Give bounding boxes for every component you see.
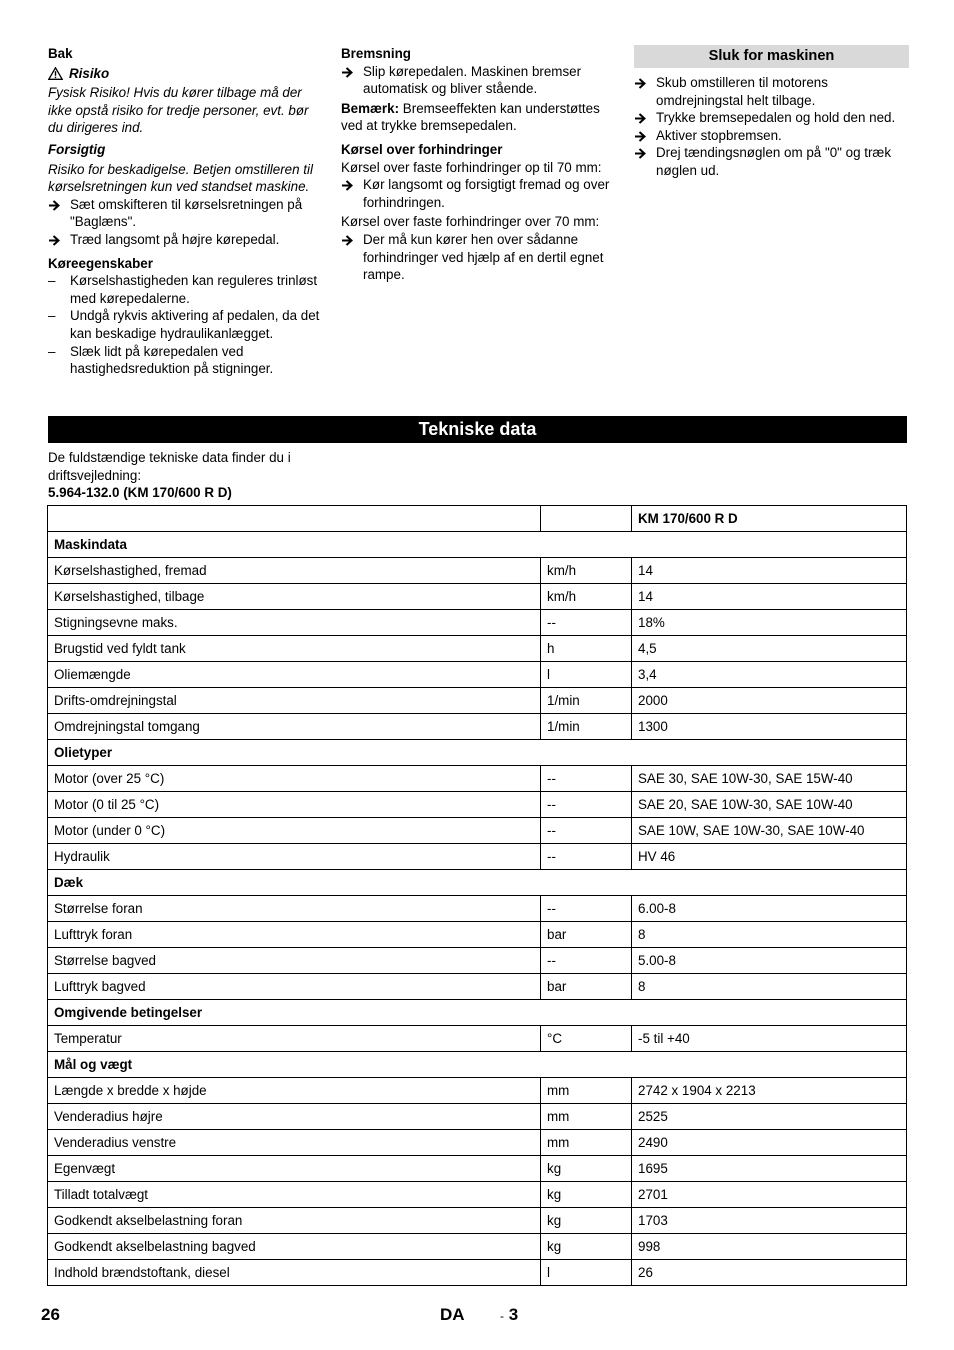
value-cell: 2525 bbox=[632, 1104, 907, 1130]
value-cell: 2000 bbox=[632, 688, 907, 714]
unit-cell: l bbox=[541, 662, 632, 688]
row-label-cell: Indhold brændstoftank, diesel bbox=[48, 1260, 541, 1286]
row-label-cell: Størrelse bagved bbox=[48, 948, 541, 974]
row-label-cell: Motor (under 0 °C) bbox=[48, 818, 541, 844]
unit-cell: mm bbox=[541, 1104, 632, 1130]
heading-sluk: Sluk for maskinen bbox=[634, 45, 909, 68]
value-cell: 2742 x 1904 x 2213 bbox=[632, 1078, 907, 1104]
value-cell: 14 bbox=[632, 558, 907, 584]
column-right bbox=[634, 45, 909, 180]
obstacles-steps-1 bbox=[341, 176, 616, 211]
step-item bbox=[341, 63, 616, 98]
value-cell: SAE 30, SAE 10W-30, SAE 15W-40 bbox=[632, 766, 907, 792]
unit-cell: -- bbox=[541, 792, 632, 818]
table-section-row bbox=[48, 870, 907, 896]
table-row bbox=[48, 714, 907, 740]
unit-cell: km/h bbox=[541, 584, 632, 610]
table-row bbox=[48, 1156, 907, 1182]
unit-cell: km/h bbox=[541, 558, 632, 584]
value-cell: SAE 20, SAE 10W-30, SAE 10W-40 bbox=[632, 792, 907, 818]
table-header-row bbox=[48, 506, 907, 532]
list-item-text: Sæt omskifteren til kørselsretningen på "Baglæns". bbox=[70, 196, 303, 230]
table-row bbox=[48, 610, 907, 636]
model-code: 5.964-132.0 (KM 170/600 R D) bbox=[48, 485, 232, 501]
value-cell: 5.00-8 bbox=[632, 948, 907, 974]
value-cell: 8 bbox=[632, 922, 907, 948]
column-left bbox=[48, 45, 320, 378]
bullet-item bbox=[48, 272, 320, 307]
note-text: Bremseeffekten kan understøttes ved at trykke bremsepedalen. bbox=[341, 100, 600, 134]
table-section-row bbox=[48, 740, 907, 766]
sub-page bbox=[500, 1306, 518, 1326]
technical-data-table bbox=[47, 505, 907, 1286]
header-cell: KM 170/600 R D bbox=[632, 506, 907, 532]
list-item-text: Drej tændingsnøglen om på "0" og træk nøglen ud. bbox=[656, 145, 892, 178]
table-row bbox=[48, 1182, 907, 1208]
arrow-right-icon bbox=[634, 130, 647, 143]
section-cell: Dæk bbox=[48, 870, 907, 896]
list-item-text: Skub omstilleren til motorens omdrejningstal helt tilbage. bbox=[656, 75, 828, 108]
value-cell: 8 bbox=[632, 974, 907, 1000]
table-row bbox=[48, 1104, 907, 1130]
unit-cell: °C bbox=[541, 1026, 632, 1052]
row-label-cell: Temperatur bbox=[48, 1026, 541, 1052]
value-cell: 998 bbox=[632, 1234, 907, 1260]
list-item-text: Træd langsomt på højre kørepedal. bbox=[70, 231, 280, 247]
bullet-item bbox=[48, 343, 320, 378]
header-cell bbox=[541, 506, 632, 532]
value-cell: -5 til +40 bbox=[632, 1026, 907, 1052]
step-item bbox=[634, 109, 909, 127]
step-item bbox=[48, 231, 320, 249]
obstacles-text-1: Kørsel over faste forhindringer op til 70 mm: bbox=[341, 159, 602, 175]
warning-text: Fysisk Risiko! Hvis du kører tilbage må der ikke opstå risiko for tredje personer, evt. bør du dirigeres ind. bbox=[48, 85, 309, 136]
unit-cell: -- bbox=[541, 766, 632, 792]
arrow-right-icon bbox=[634, 112, 647, 125]
value-cell: SAE 10W, SAE 10W-30, SAE 10W-40 bbox=[632, 818, 907, 844]
row-label-cell: Stigningsevne maks. bbox=[48, 610, 541, 636]
page-number: 26 bbox=[41, 1305, 60, 1324]
value-cell: 3,4 bbox=[632, 662, 907, 688]
warning-triangle-icon bbox=[48, 67, 63, 80]
row-label-cell: Lufttryk foran bbox=[48, 922, 541, 948]
section-cell: Mål og vægt bbox=[48, 1052, 907, 1078]
language-code: DA bbox=[440, 1305, 465, 1324]
bullet-item bbox=[48, 307, 320, 342]
unit-cell: h bbox=[541, 636, 632, 662]
table-row bbox=[48, 662, 907, 688]
caution-label: Forsigtig bbox=[48, 141, 106, 157]
table-row bbox=[48, 974, 907, 1000]
table-row bbox=[48, 896, 907, 922]
section-cell: Olietyper bbox=[48, 740, 907, 766]
table-row bbox=[48, 792, 907, 818]
warning-label: Risiko bbox=[69, 65, 110, 81]
unit-cell: -- bbox=[541, 948, 632, 974]
row-label-cell: Oliemængde bbox=[48, 662, 541, 688]
header-cell bbox=[48, 506, 541, 532]
arrow-right-icon bbox=[341, 66, 354, 79]
heading-bremsning: Bremsning bbox=[341, 46, 411, 61]
step-item bbox=[341, 231, 616, 284]
obstacles-steps-2 bbox=[341, 231, 616, 284]
row-label-cell: Længde x bredde x højde bbox=[48, 1078, 541, 1104]
table-row bbox=[48, 1026, 907, 1052]
unit-cell: kg bbox=[541, 1234, 632, 1260]
step-item bbox=[48, 196, 320, 231]
row-label-cell: Drifts-omdrejningstal bbox=[48, 688, 541, 714]
intro-block bbox=[48, 449, 328, 502]
table-row bbox=[48, 558, 907, 584]
value-cell: 2490 bbox=[632, 1130, 907, 1156]
value-cell: 14 bbox=[632, 584, 907, 610]
heading-bak: Bak bbox=[48, 46, 73, 61]
table-row bbox=[48, 584, 907, 610]
obstacles-text-2: Kørsel over faste forhindringer over 70 mm: bbox=[341, 214, 600, 230]
warning-block bbox=[48, 65, 320, 83]
arrow-right-icon bbox=[341, 234, 354, 247]
row-label-cell: Kørselshastighed, tilbage bbox=[48, 584, 541, 610]
section-banner: Tekniske data bbox=[48, 416, 907, 443]
row-label-cell: Godkendt akselbelastning foran bbox=[48, 1208, 541, 1234]
arrow-right-icon bbox=[48, 199, 61, 212]
table-row bbox=[48, 1130, 907, 1156]
unit-cell: -- bbox=[541, 896, 632, 922]
unit-cell: kg bbox=[541, 1182, 632, 1208]
value-cell: 26 bbox=[632, 1260, 907, 1286]
table-section-row bbox=[48, 532, 907, 558]
table-section-row bbox=[48, 1052, 907, 1078]
value-cell: 1703 bbox=[632, 1208, 907, 1234]
arrow-right-icon bbox=[341, 179, 354, 192]
value-cell: 6.00-8 bbox=[632, 896, 907, 922]
unit-cell: -- bbox=[541, 610, 632, 636]
unit-cell: mm bbox=[541, 1078, 632, 1104]
dash-marker: – bbox=[48, 343, 56, 359]
row-label-cell: Motor (0 til 25 °C) bbox=[48, 792, 541, 818]
unit-cell: 1/min bbox=[541, 714, 632, 740]
table-row bbox=[48, 766, 907, 792]
row-label-cell: Egenvægt bbox=[48, 1156, 541, 1182]
list-item-text: Der må kun kører hen over sådanne forhindringer ved hjælp af en dertil egnet rampe. bbox=[363, 231, 604, 283]
unit-cell: l bbox=[541, 1260, 632, 1286]
unit-cell: -- bbox=[541, 818, 632, 844]
steps-list bbox=[48, 196, 320, 249]
list-item-text: Undgå rykvis aktivering af pedalen, da det kan beskadige hydraulikanlægget. bbox=[70, 308, 320, 341]
list-item-text: Trykke bremsepedalen og hold den ned. bbox=[656, 110, 896, 126]
note-label: Bemærk: bbox=[341, 100, 400, 116]
row-label-cell: Omdrejningstal tomgang bbox=[48, 714, 541, 740]
list-item-text: Kør langsomt og forsigtigt fremad og over forhindringen. bbox=[363, 177, 610, 210]
heading-koreegenskaber: Køreegenskaber bbox=[48, 255, 153, 271]
section-cell: Maskindata bbox=[48, 532, 907, 558]
row-label-cell: Motor (over 25 °C) bbox=[48, 766, 541, 792]
table-row bbox=[48, 922, 907, 948]
table-row bbox=[48, 1208, 907, 1234]
dash-marker: – bbox=[48, 273, 56, 289]
step-item bbox=[634, 127, 909, 145]
section-cell: Omgivende betingelser bbox=[48, 1000, 907, 1026]
unit-cell: -- bbox=[541, 844, 632, 870]
caution-text: Risiko for beskadigelse. Betjen omstilleren til kørselsretningen kun ved standset maskine. bbox=[48, 161, 313, 195]
value-cell: 1300 bbox=[632, 714, 907, 740]
row-label-cell: Hydraulik bbox=[48, 844, 541, 870]
table-row bbox=[48, 1078, 907, 1104]
unit-cell: kg bbox=[541, 1156, 632, 1182]
column-middle bbox=[341, 45, 616, 284]
table-body bbox=[48, 506, 907, 1286]
value-cell: 1695 bbox=[632, 1156, 907, 1182]
list-item-text: Kørselshastigheden kan reguleres trinløst med kørepedalerne. bbox=[70, 273, 318, 306]
step-item bbox=[634, 74, 909, 109]
shutdown-steps-list bbox=[634, 74, 909, 180]
row-label-cell: Venderadius højre bbox=[48, 1104, 541, 1130]
arrow-right-icon bbox=[634, 147, 647, 160]
sub-page-number: 3 bbox=[508, 1305, 519, 1324]
list-item-text: Aktiver stopbremsen. bbox=[656, 127, 782, 143]
table-row bbox=[48, 636, 907, 662]
row-label-cell: Kørselshastighed, fremad bbox=[48, 558, 541, 584]
dash-marker: – bbox=[48, 308, 56, 324]
brake-steps-list bbox=[341, 63, 616, 98]
step-item bbox=[341, 176, 616, 211]
table-row bbox=[48, 948, 907, 974]
step-item bbox=[634, 144, 909, 179]
properties-list bbox=[48, 272, 320, 378]
row-label-cell: Venderadius venstre bbox=[48, 1130, 541, 1156]
unit-cell: bar bbox=[541, 922, 632, 948]
arrow-right-icon bbox=[48, 234, 61, 247]
table-row bbox=[48, 1234, 907, 1260]
value-cell: HV 46 bbox=[632, 844, 907, 870]
value-cell: 2701 bbox=[632, 1182, 907, 1208]
arrow-right-icon bbox=[634, 77, 647, 90]
row-label-cell: Lufttryk bagved bbox=[48, 974, 541, 1000]
row-label-cell: Brugstid ved fyldt tank bbox=[48, 636, 541, 662]
row-label-cell: Tilladt totalvægt bbox=[48, 1182, 541, 1208]
table-section-row bbox=[48, 1000, 907, 1026]
value-cell: 4,5 bbox=[632, 636, 907, 662]
list-item-text: Slip kørepedalen. Maskinen bremser automatisk og bliver stående. bbox=[363, 63, 582, 97]
unit-cell: kg bbox=[541, 1208, 632, 1234]
heading-obstacles: Kørsel over forhindringer bbox=[341, 141, 503, 157]
unit-cell: 1/min bbox=[541, 688, 632, 714]
list-item-text: Slæk lidt på kørepedalen ved hastighedsreduktion på stigninger. bbox=[70, 343, 274, 377]
table-row bbox=[48, 818, 907, 844]
row-label-cell: Godkendt akselbelastning bagved bbox=[48, 1234, 541, 1260]
value-cell: 18% bbox=[632, 610, 907, 636]
intro-text: De fuldstændige tekniske data finder du i driftsvejledning: bbox=[48, 450, 291, 483]
unit-cell: mm bbox=[541, 1130, 632, 1156]
row-label-cell: Størrelse foran bbox=[48, 896, 541, 922]
table-row bbox=[48, 844, 907, 870]
sub-page-dash: - bbox=[500, 1309, 504, 1323]
unit-cell: bar bbox=[541, 974, 632, 1000]
note-paragraph bbox=[341, 100, 616, 135]
table-row bbox=[48, 1260, 907, 1286]
table-row bbox=[48, 688, 907, 714]
